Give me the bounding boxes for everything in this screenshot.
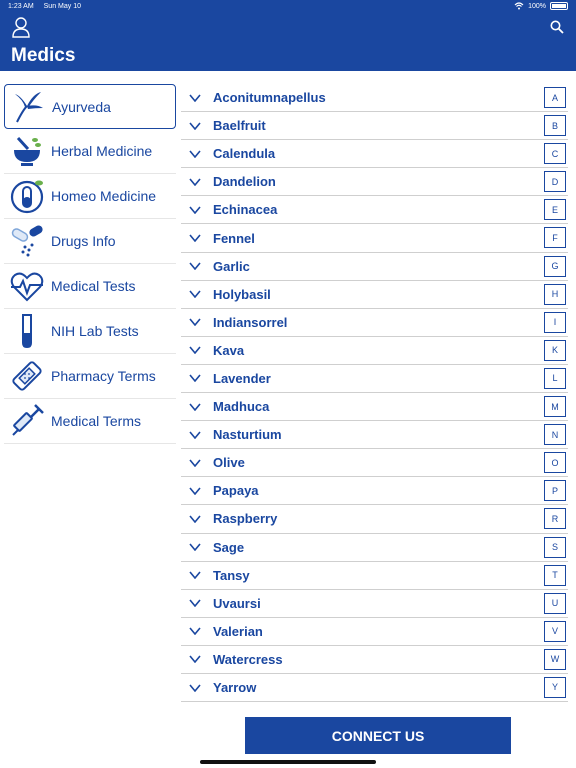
chevron-down-icon bbox=[189, 487, 201, 495]
list-item[interactable] bbox=[181, 534, 568, 562]
sidebar-item-label: Herbal Medicine bbox=[51, 143, 153, 159]
status-bar bbox=[0, 0, 576, 14]
list-item-label: Watercress bbox=[213, 651, 283, 667]
list-item[interactable] bbox=[181, 618, 568, 646]
chevron-down-icon bbox=[189, 684, 201, 692]
list-item-label: Lavender bbox=[213, 370, 271, 386]
bird-of-paradise-icon bbox=[9, 88, 47, 126]
battery-percent: 100% bbox=[528, 2, 546, 10]
index-letter[interactable]: D bbox=[544, 171, 566, 192]
list-item[interactable] bbox=[181, 477, 568, 505]
test-tube-icon bbox=[8, 312, 46, 350]
list-item[interactable] bbox=[181, 505, 568, 533]
index-letter[interactable]: K bbox=[544, 340, 566, 361]
chevron-down-icon bbox=[189, 346, 201, 354]
list-item-label: Yarrow bbox=[213, 680, 257, 696]
chevron-down-icon bbox=[189, 318, 201, 326]
connect-us-button[interactable]: CONNECT US bbox=[245, 717, 511, 754]
status-time: 1:23 AM bbox=[8, 3, 34, 10]
sidebar-item-label: Pharmacy Terms bbox=[51, 368, 156, 384]
chevron-down-icon bbox=[189, 290, 201, 298]
list-item-label: Kava bbox=[213, 342, 245, 358]
page-title: Medics bbox=[11, 45, 76, 66]
list-item[interactable] bbox=[181, 140, 568, 168]
home-indicator bbox=[200, 760, 376, 764]
list-item-label: Valerian bbox=[213, 623, 263, 639]
sidebar-item-nih-lab-tests[interactable] bbox=[4, 309, 176, 354]
list-item-label: Papaya bbox=[213, 483, 259, 499]
list-item[interactable] bbox=[181, 562, 568, 590]
list-item[interactable] bbox=[181, 393, 568, 421]
chevron-down-icon bbox=[189, 543, 201, 551]
category-sidebar bbox=[4, 84, 176, 444]
list-item-label: Holybasil bbox=[213, 286, 271, 302]
sidebar-item-label: Medical Terms bbox=[51, 413, 141, 429]
index-letter[interactable]: Y bbox=[544, 677, 566, 698]
index-letter[interactable]: U bbox=[544, 593, 566, 614]
user-profile-icon[interactable] bbox=[11, 16, 31, 38]
list-item-label: Nasturtium bbox=[213, 427, 282, 443]
index-letter[interactable]: A bbox=[544, 87, 566, 108]
index-letter[interactable]: M bbox=[544, 396, 566, 417]
index-letter[interactable]: E bbox=[544, 199, 566, 220]
sidebar-item-medical-tests[interactable] bbox=[4, 264, 176, 309]
sidebar-item-ayurveda[interactable] bbox=[4, 84, 176, 129]
list-item[interactable] bbox=[181, 281, 568, 309]
list-item-label: Sage bbox=[213, 539, 245, 555]
list-item[interactable] bbox=[181, 112, 568, 140]
index-letter[interactable]: I bbox=[544, 312, 566, 333]
list-item[interactable] bbox=[181, 224, 568, 252]
chevron-down-icon bbox=[189, 627, 201, 635]
sidebar-item-label: Medical Tests bbox=[51, 278, 136, 294]
heartbeat-icon bbox=[8, 267, 46, 305]
list-item[interactable] bbox=[181, 421, 568, 449]
list-item-label: Madhuca bbox=[213, 399, 270, 415]
bandage-icon bbox=[8, 357, 46, 395]
chevron-down-icon bbox=[189, 262, 201, 270]
app-header bbox=[0, 0, 576, 71]
chevron-down-icon bbox=[189, 122, 201, 130]
index-letter[interactable]: G bbox=[544, 256, 566, 277]
list-item-label: Indiansorrel bbox=[213, 314, 288, 330]
list-item[interactable] bbox=[181, 365, 568, 393]
list-item[interactable] bbox=[181, 196, 568, 224]
list-item[interactable] bbox=[181, 84, 568, 112]
sidebar-item-pharmacy-terms[interactable] bbox=[4, 354, 176, 399]
homeo-capsule-icon bbox=[8, 177, 46, 215]
remedy-list bbox=[181, 84, 568, 712]
chevron-down-icon bbox=[189, 374, 201, 382]
index-letter[interactable]: T bbox=[544, 565, 566, 586]
list-item-label: Dandelion bbox=[213, 174, 276, 190]
index-letter[interactable]: C bbox=[544, 143, 566, 164]
list-item-label: Echinacea bbox=[213, 202, 278, 218]
list-item-label: Tansy bbox=[213, 567, 250, 583]
search-icon[interactable] bbox=[550, 20, 564, 34]
list-item-label: Raspberry bbox=[213, 511, 278, 527]
index-letter[interactable]: V bbox=[544, 621, 566, 642]
chevron-down-icon bbox=[189, 571, 201, 579]
sidebar-item-herbal-medicine[interactable] bbox=[4, 129, 176, 174]
list-item-label: Aconitumnapellus bbox=[213, 90, 326, 106]
list-item[interactable] bbox=[181, 674, 568, 702]
index-letter[interactable]: W bbox=[544, 649, 566, 670]
list-item-label: Calendula bbox=[213, 146, 276, 162]
chevron-down-icon bbox=[189, 403, 201, 411]
chevron-down-icon bbox=[189, 150, 201, 158]
list-item-label: Uvaursi bbox=[213, 595, 261, 611]
mortar-pestle-icon bbox=[8, 132, 46, 170]
index-letter[interactable]: H bbox=[544, 284, 566, 305]
index-letter[interactable]: B bbox=[544, 115, 566, 136]
list-item[interactable] bbox=[181, 590, 568, 618]
wifi-icon bbox=[514, 2, 524, 10]
battery-icon bbox=[550, 2, 568, 10]
sidebar-item-label: Ayurveda bbox=[52, 98, 111, 115]
status-date: Sun May 10 bbox=[43, 3, 81, 10]
list-item-label: Garlic bbox=[213, 258, 250, 274]
pills-icon bbox=[8, 222, 46, 260]
syringe-icon bbox=[8, 402, 46, 440]
chevron-down-icon bbox=[189, 178, 201, 186]
list-item-label: Baelfruit bbox=[213, 118, 266, 134]
chevron-down-icon bbox=[189, 206, 201, 214]
sidebar-item-label: Drugs Info bbox=[51, 233, 116, 249]
chevron-down-icon bbox=[189, 234, 201, 242]
index-letter[interactable]: P bbox=[544, 480, 566, 501]
chevron-down-icon bbox=[189, 515, 201, 523]
index-letter[interactable]: O bbox=[544, 452, 566, 473]
index-letter[interactable]: F bbox=[544, 227, 566, 248]
index-letter[interactable]: S bbox=[544, 537, 566, 558]
list-item-label: Fennel bbox=[213, 230, 255, 246]
chevron-down-icon bbox=[189, 459, 201, 467]
index-letter[interactable]: L bbox=[544, 368, 566, 389]
list-item[interactable] bbox=[181, 253, 568, 281]
list-item[interactable] bbox=[181, 449, 568, 477]
list-item-label: Olive bbox=[213, 455, 245, 471]
chevron-down-icon bbox=[189, 431, 201, 439]
sidebar-item-homeo-medicine[interactable] bbox=[4, 174, 176, 219]
list-item[interactable] bbox=[181, 168, 568, 196]
list-item[interactable] bbox=[181, 309, 568, 337]
sidebar-item-drugs-info[interactable] bbox=[4, 219, 176, 264]
chevron-down-icon bbox=[189, 599, 201, 607]
sidebar-item-label: NIH Lab Tests bbox=[51, 323, 139, 339]
index-letter[interactable]: R bbox=[544, 508, 566, 529]
sidebar-item-label: Homeo Medicine bbox=[51, 188, 157, 204]
sidebar-item-medical-terms[interactable] bbox=[4, 399, 176, 444]
index-letter[interactable]: N bbox=[544, 424, 566, 445]
list-item[interactable] bbox=[181, 337, 568, 365]
list-item[interactable] bbox=[181, 646, 568, 674]
chevron-down-icon bbox=[189, 94, 201, 102]
chevron-down-icon bbox=[189, 655, 201, 663]
